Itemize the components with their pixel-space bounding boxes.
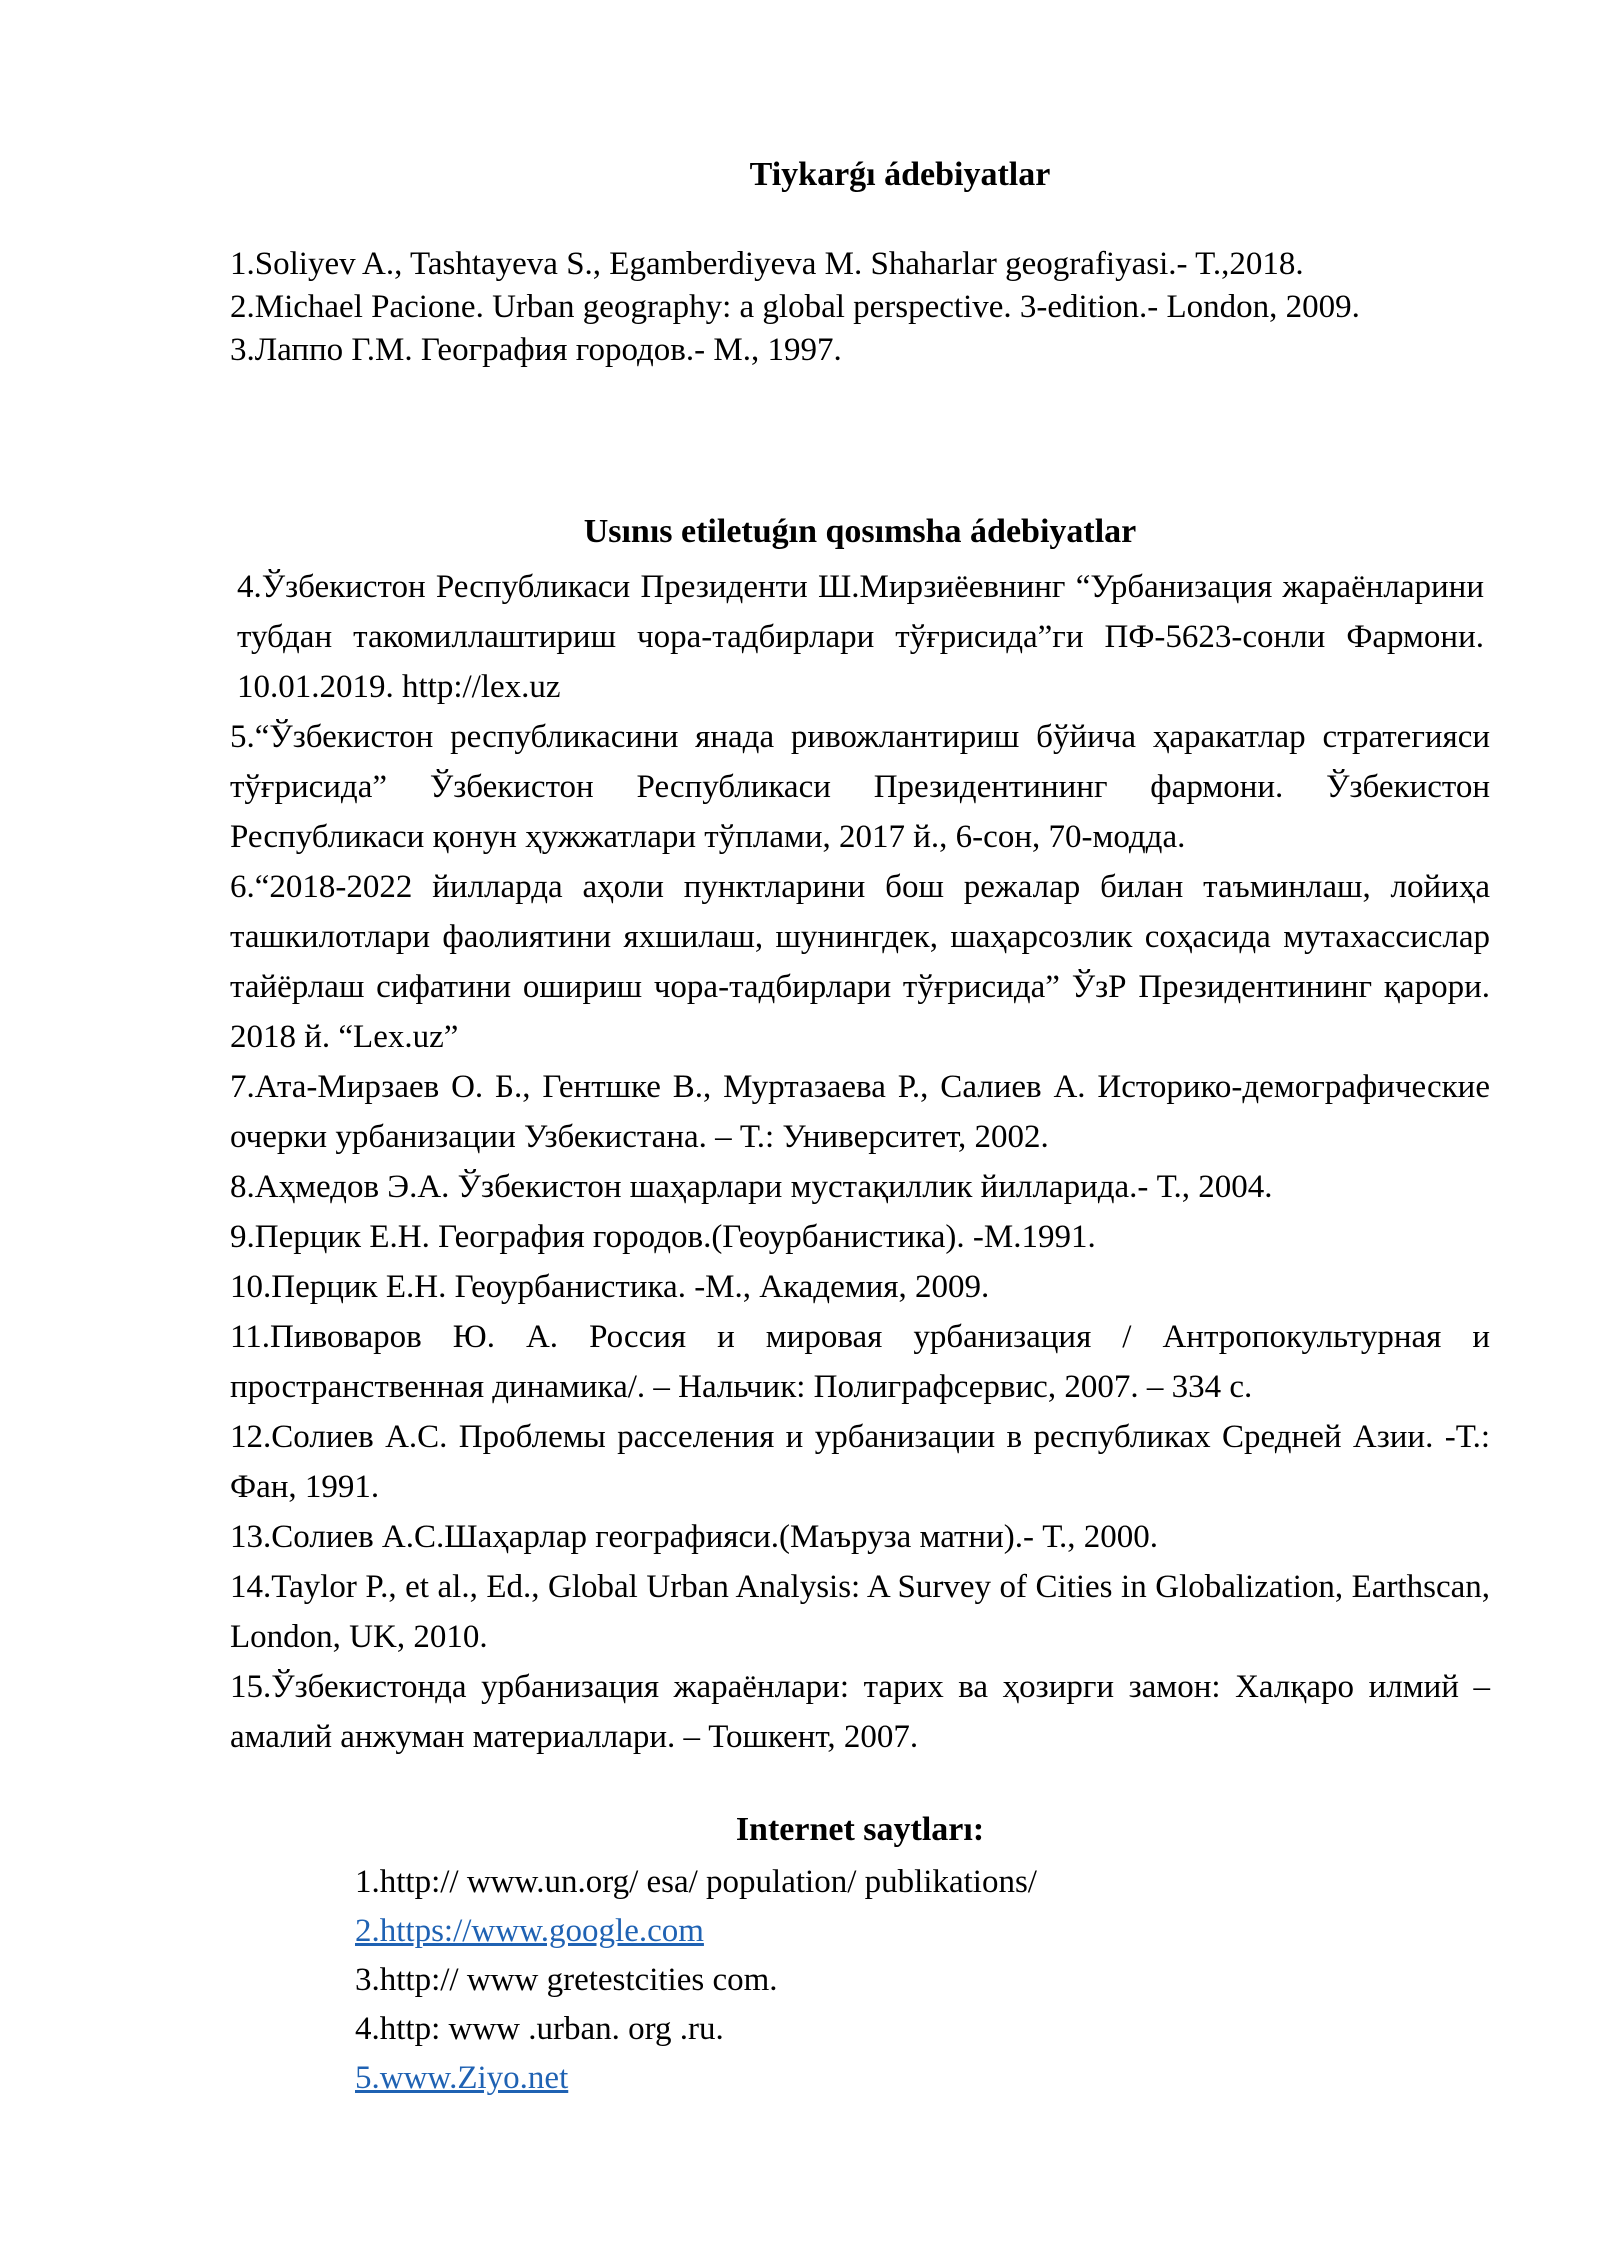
internet-sites-list xyxy=(355,1858,1455,2103)
list-item: 11.Пивоваров Ю. А. Россия и мировая урбанизация / Антропокультурная и пространственная динамика/. – Нальчик: Полиграфсервис, 2007. – 334 с. xyxy=(230,1319,1490,1405)
internet-site-item: 1.http:// www.un.org/ esa/ population/ publikations/ xyxy=(355,1864,1037,1900)
google-link[interactable]: 2.https://www.google.com xyxy=(355,1913,704,1949)
list-item: 4.Ўзбекистон Республикаси Президенти Ш.Мирзиёевнинг “Урбанизация жараёнларини тубдан такомиллаштириш чора-тадбирлари тўғрисида”ги ПФ-5623-сонли Фармони. 10.01.2019. http://lex.uz xyxy=(237,569,1484,705)
list-item: 3.Лаппо Г.М. География городов.- М., 1997. xyxy=(230,332,842,368)
main-literature-list xyxy=(230,243,1490,372)
list-item: 10.Перцик Е.Н. Геоурбанистика. -М., Академия, 2009. xyxy=(230,1269,990,1305)
internet-site-item: 4.http: www .urban. org .ru. xyxy=(355,2011,724,2047)
list-item: 1.Soliyev A., Tashtayeva S., Egamberdiyeva M. Shaharlar geografiyasi.- T.,2018. xyxy=(230,246,1304,282)
list-item: 15.Ўзбекистонда урбанизация жараёнлари: тарих ва ҳозирги замон: Халқаро илмий – амалий анжуман материаллари. – Тошкент, 2007. xyxy=(230,1669,1490,1755)
list-item: 12.Солиев А.С. Проблемы расселения и урбанизации в республиках Средней Азии. -Т.: Фан, 1991. xyxy=(230,1419,1490,1505)
internet-sites-heading: Internet saytları: xyxy=(735,1811,985,1848)
list-item: 9.Перцик Е.Н. География городов.(Геоурбанистика). -М.1991. xyxy=(230,1219,1096,1255)
list-item: 7.Ата-Мирзаев О. Б., Гентшке В., Муртазаева Р., Салиев А. Историко-демографические очерки урбанизации Узбекистана. – Т.: Университет, 2002. xyxy=(230,1069,1490,1155)
ziyo-link[interactable]: 5.www.Ziyo.net xyxy=(355,2060,569,2096)
list-item: 2.Michael Pacione. Urban geography: a global perspective. 3-edition.- London, 2009. xyxy=(230,289,1360,325)
extra-literature-heading: Usınıs etiletuǵın qosımsha ádebiyatlar xyxy=(583,513,1137,550)
internet-site-item: 3.http:// www gretestcities com. xyxy=(355,1962,778,1998)
main-literature-heading: Tiykarǵı ádebiyatlar xyxy=(749,156,1051,193)
list-item: 14.Taylor P., et al., Ed., Global Urban Analysis: A Survey of Cities in Globalization, Earthscan, London, UK, 2010. xyxy=(230,1569,1490,1655)
list-item: 8.Аҳмедов Э.А. Ўзбекистон шаҳарлари мустақиллик йилларида.- Т., 2004. xyxy=(230,1169,1273,1205)
list-item: 5.“Ўзбекистон республикасини янада ривожлантириш бўйича ҳаракатлар стратегияси тўғрисида” Ўзбекистон Республикаси Президентининг фармони. Ўзбекистон Республикаси қонун ҳужжатлари тўплами, 2017 й., 6-сон, 70-модда. xyxy=(230,719,1490,855)
list-item: 13.Солиев А.С.Шаҳарлар географияси.(Маъруза матни).- Т., 2000. xyxy=(230,1519,1159,1555)
extra-literature-list xyxy=(230,562,1490,1762)
list-item: 6.“2018-2022 йилларда аҳоли пунктларини бош режалар билан таъминлаш, лойиҳа ташкилотлари фаолиятини яхшилаш, шунингдек, шаҳарсозлик соҳасида мутахассислар тайёрлаш сифатини ошириш чора-тадбирлари тўғрисида” ЎзР Президентининг қарори. 2018 й. “Lex.uz” xyxy=(230,869,1490,1055)
